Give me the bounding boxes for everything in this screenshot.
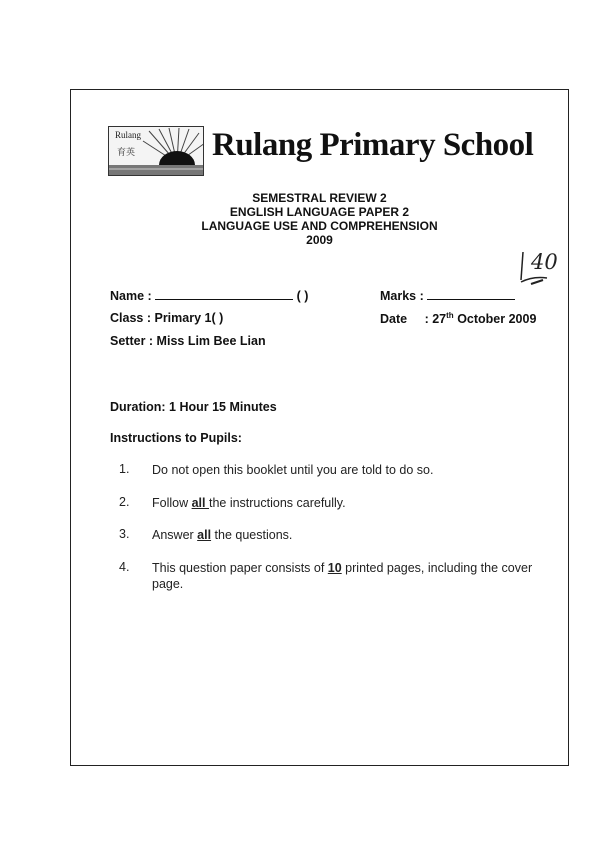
name-label: Name : — [110, 289, 152, 303]
setter-field — [110, 334, 266, 348]
date-colon: : — [424, 312, 429, 327]
school-name: Rulang Primary School — [212, 127, 534, 163]
exam-year: 2009 — [306, 233, 333, 247]
date-suffix: th — [446, 311, 454, 320]
exam-subject: ENGLISH LANGUAGE PAPER 2 — [229, 205, 410, 219]
instruction-number: 4. — [119, 560, 130, 574]
name-blank[interactable] — [155, 287, 293, 300]
instructions-heading: Instructions to Pupils: — [110, 431, 242, 445]
instruction-number: 3. — [119, 527, 130, 541]
instruction-item: Do not open this booklet until you are told to do so. — [152, 463, 434, 477]
date-field — [380, 311, 536, 326]
name-field — [110, 287, 308, 303]
instruction-item: This question paper consists of 10 printed pages, including the cover page. — [152, 561, 533, 591]
logo-chinese-text: 育英 — [117, 147, 136, 157]
marks-label: Marks : — [380, 289, 424, 303]
register-number-bracket: ( ) — [296, 289, 309, 303]
exam-title: SEMESTRAL REVIEW 2 — [252, 191, 387, 205]
school-logo — [108, 126, 204, 176]
setter-label: Setter — [110, 334, 146, 348]
class-field — [110, 311, 223, 325]
instruction-number: 2. — [119, 495, 130, 509]
exam-paper: LANGUAGE USE AND COMPREHENSION — [201, 219, 438, 233]
class-value: : Primary 1( ) — [146, 311, 224, 325]
date-label: Date — [380, 312, 408, 327]
class-label: Class — [110, 311, 144, 325]
marks-blank[interactable] — [427, 287, 515, 300]
instruction-item: Follow all the instructions carefully. — [152, 496, 346, 510]
marks-handwritten: 40 — [523, 250, 550, 274]
marks-field — [380, 287, 515, 303]
duration: Duration: 1 Hour 15 Minutes — [110, 400, 277, 414]
date-day: 27 — [432, 312, 447, 327]
setter-value: : Miss Lim Bee Lian — [148, 334, 266, 348]
date-rest: October 2009 — [457, 312, 537, 327]
logo-label: Rulang — [115, 130, 141, 140]
instruction-item: Answer all the questions. — [152, 528, 293, 542]
instruction-number: 1. — [119, 462, 130, 476]
